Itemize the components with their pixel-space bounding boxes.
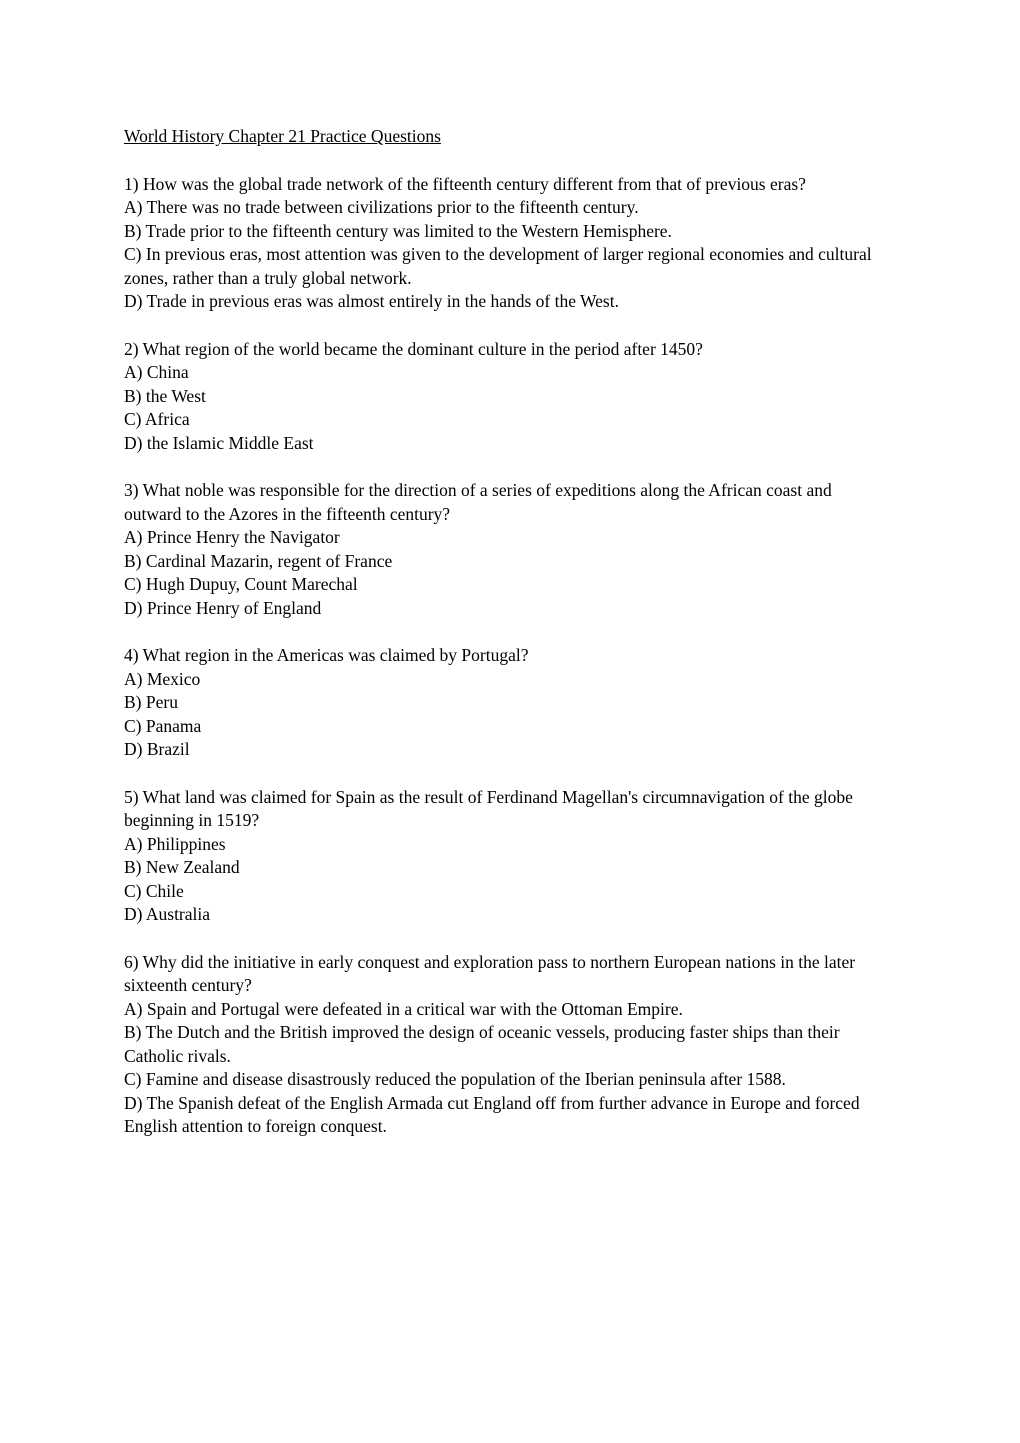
question-prompt: 4) What region in the Americas was claimed by Portugal?: [124, 645, 529, 665]
answer-option: A) Mexico: [124, 668, 201, 689]
answer-option: A) China: [124, 362, 189, 382]
question-2: [124, 338, 882, 456]
question-5: [124, 786, 882, 927]
answer-option: A) Prince Henry the Navigator: [124, 527, 340, 547]
question-prompt: 2) What region of the world became the dominant culture in the period after 1450?: [124, 338, 703, 359]
question-prompt: 3) What noble was responsible for the direction of a series of expeditions along the African coast and outward to the Azores in the fifteenth century?: [124, 480, 832, 524]
answer-option: D) Australia: [124, 904, 211, 924]
question-prompt: 1) How was the global trade network of the fifteenth century different from that of previous eras?: [124, 173, 806, 194]
question-prompt: 6) Why did the initiative in early conquest and exploration pass to northern European nations in the later sixteenth century?: [124, 951, 856, 995]
question-3: [124, 479, 882, 620]
answer-option: C) Africa: [124, 409, 190, 429]
answer-option: B) Peru: [124, 692, 178, 712]
answer-option: B) Cardinal Mazarin, regent of France: [124, 550, 393, 571]
answer-option: A) Philippines: [124, 833, 226, 854]
answer-option: D) Trade in previous eras was almost entirely in the hands of the West.: [124, 291, 619, 311]
answer-option: C) In previous eras, most attention was given to the development of larger regional economies and cultural zones, rather than a truly global network.: [124, 244, 872, 288]
answer-option: A) Spain and Portugal were defeated in a critical war with the Ottoman Empire.: [124, 998, 683, 1019]
answer-option: C) Chile: [124, 880, 184, 901]
answer-option: B) Trade prior to the fifteenth century was limited to the Western Hemisphere.: [124, 220, 672, 241]
answer-option: A) There was no trade between civilizations prior to the fifteenth century.: [124, 197, 639, 217]
answer-option: B) the West: [124, 385, 206, 406]
answer-option: C) Hugh Dupuy, Count Marechal: [124, 574, 358, 594]
answer-option: D) Brazil: [124, 739, 190, 759]
question-1: [124, 173, 882, 314]
answer-option: B) New Zealand: [124, 857, 240, 877]
answer-option: D) the Islamic Middle East: [124, 432, 314, 453]
page-title: World History Chapter 21 Practice Questions: [124, 126, 441, 146]
answer-option: B) The Dutch and the British improved the design of oceanic vessels, producing faster ships than their Catholic rivals.: [124, 1022, 840, 1066]
answer-option: D) Prince Henry of England: [124, 597, 322, 618]
question-prompt: 5) What land was claimed for Spain as the result of Ferdinand Magellan's circumnavigation of the globe beginning in 1519?: [124, 786, 853, 830]
answer-option: C) Famine and disease disastrously reduced the population of the Iberian peninsula after 1588.: [124, 1069, 786, 1089]
question-4: [124, 644, 882, 762]
question-6: [124, 951, 882, 1139]
answer-option: C) Panama: [124, 715, 202, 736]
answer-option: D) The Spanish defeat of the English Armada cut England off from further advance in Europe and forced English attention to foreign conquest.: [124, 1092, 860, 1136]
